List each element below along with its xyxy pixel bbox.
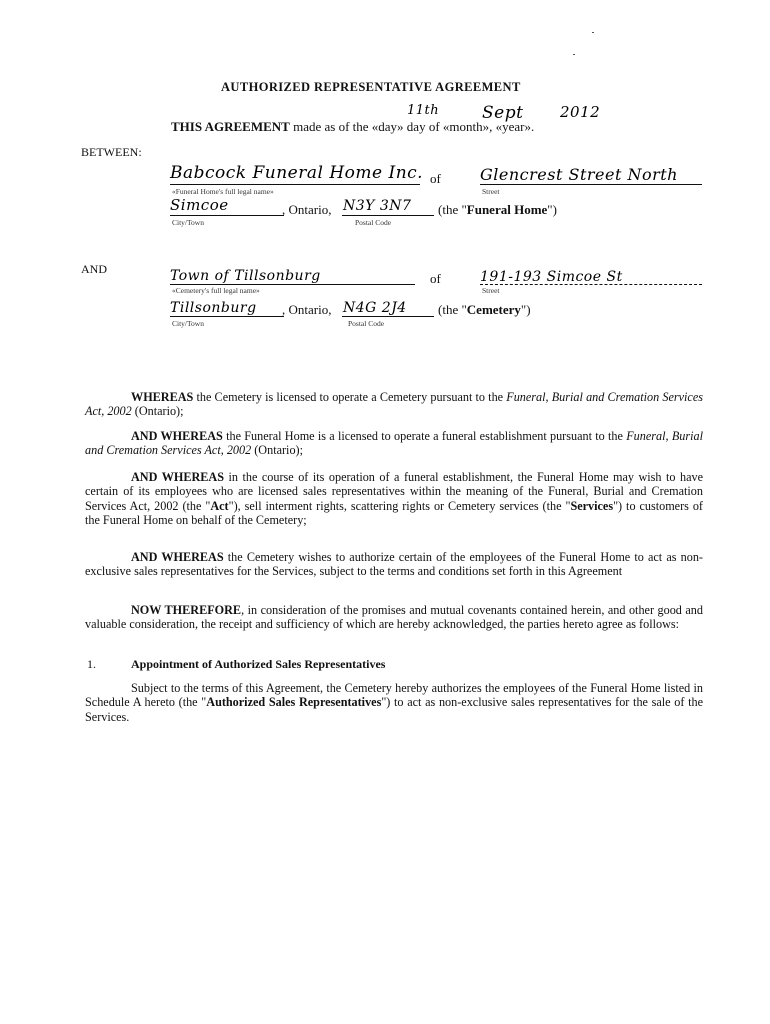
between-label: BETWEEN: bbox=[81, 145, 142, 159]
role-suffix: ") bbox=[547, 202, 557, 217]
cemetery-name-handwritten: Town of Tillsonburg bbox=[170, 268, 321, 284]
funeral-home-postal-label: Postal Code bbox=[355, 218, 392, 227]
cemetery-name-line bbox=[170, 284, 415, 285]
funeral-home-name-label: «Funeral Home's full legal name» bbox=[172, 187, 274, 196]
funeral-home-role bbox=[438, 202, 557, 218]
whereas-4-text: the Cemetery wishes to authorize certain of the employees of the Funeral Home to act as non-exclusive sales representatives for the Services, subject to the terms and conditions set forth in this Agreement bbox=[85, 550, 703, 579]
scan-speck bbox=[592, 32, 594, 33]
whereas-3-bold: AND WHEREAS bbox=[131, 470, 224, 484]
now-therefore-bold: NOW THEREFORE bbox=[131, 603, 242, 617]
cemetery-postal-handwritten: N4G 2J4 bbox=[343, 300, 407, 316]
whereas-3-text-2: "), sell interment rights, scattering rights or Cemetery services (the " bbox=[228, 498, 571, 513]
cemetery-postal-label: Postal Code bbox=[348, 319, 385, 328]
cemetery-postal-line bbox=[342, 316, 434, 317]
scan-speck bbox=[573, 54, 575, 55]
section-1-text-1: Subject to the terms of this Agreement, the Cemetery hereby authorizes the employees of the Funeral Home listed in Schedule A hereto (the " bbox=[85, 681, 703, 710]
section-1-defined-term: Authorized Sales Representatives bbox=[206, 695, 382, 710]
now-therefore-text: , in consideration of the promises and mutual covenants contained herein, and other good and valuable consideration, the receipt and sufficiency of which are hereby acknowledged, the parties hereto agree as follows: bbox=[85, 603, 703, 632]
whereas-3-act-term: Act bbox=[210, 498, 229, 513]
funeral-home-street-line bbox=[480, 184, 702, 185]
funeral-home-street-handwritten: Glencrest Street North bbox=[480, 165, 678, 184]
whereas-clause-4 bbox=[85, 550, 703, 579]
cemetery-of: of bbox=[430, 271, 441, 286]
whereas-3-text-1: in the course of its operation of a funeral establishment, the Funeral Home may wish to have certain of its employees who are licensed sales representatives within the meaning of the Funeral, Burial and Cremation Services Act, 2002 (the " bbox=[85, 470, 703, 513]
handwritten-day: 11th bbox=[407, 103, 440, 118]
funeral-home-city-handwritten: Simcoe bbox=[170, 196, 229, 214]
whereas-1-act-name: Funeral, Burial and Cremation Services Act, 2002 bbox=[85, 390, 703, 419]
whereas-2-text: the Funeral Home is a licensed to operate a funeral establishment pursuant to the bbox=[222, 429, 627, 443]
whereas-3-services-term: Services bbox=[570, 498, 614, 513]
cemetery-street-line bbox=[480, 284, 702, 285]
section-1-number: 1. bbox=[87, 657, 96, 671]
funeral-home-city-label: City/Town bbox=[172, 218, 204, 227]
whereas-clause-3 bbox=[85, 470, 703, 528]
role-name: Funeral Home bbox=[466, 202, 548, 217]
section-1-text-2: ") to act as non-exclusive sales representatives for the sale of the Services. bbox=[85, 695, 703, 724]
cemetery-name-label: «Cemetery's full legal name» bbox=[172, 286, 260, 295]
funeral-home-city-line bbox=[170, 215, 284, 216]
cemetery-city-line bbox=[170, 316, 284, 317]
cemetery-ontario: , Ontario, bbox=[282, 302, 332, 317]
whereas-clause-2 bbox=[85, 429, 703, 458]
whereas-2-end: (Ontario); bbox=[251, 443, 303, 458]
cemetery-street-handwritten: 191-193 Simcoe St bbox=[480, 269, 623, 285]
funeral-home-ontario: , Ontario, bbox=[282, 202, 332, 217]
role-prefix: (the " bbox=[438, 202, 467, 217]
whereas-2-bold: AND WHEREAS bbox=[131, 429, 223, 443]
cemetery-role bbox=[438, 302, 531, 318]
handwritten-month: Sept bbox=[482, 103, 524, 123]
document-title: AUTHORIZED REPRESENTATIVE AGREEMENT bbox=[221, 80, 521, 94]
whereas-2-act-name: Funeral, Burial and Cremation Services Act, 2002 bbox=[85, 429, 703, 458]
intro-bold: THIS AGREEMENT bbox=[171, 119, 290, 134]
and-label: AND bbox=[81, 262, 107, 276]
section-1-heading: Appointment of Authorized Sales Representatives bbox=[131, 657, 386, 671]
funeral-home-name-line bbox=[170, 184, 420, 185]
funeral-home-street-label: Street bbox=[482, 187, 500, 196]
whereas-1-end: (Ontario); bbox=[131, 404, 184, 419]
role-suffix: ") bbox=[520, 302, 531, 317]
cemetery-street-label: Street bbox=[482, 286, 500, 295]
intro-line bbox=[171, 119, 534, 135]
whereas-1-bold: WHEREAS bbox=[131, 390, 194, 404]
now-therefore-clause bbox=[85, 603, 703, 632]
whereas-4-bold: AND WHEREAS bbox=[131, 550, 224, 564]
intro-made-as-of: made as of the «day» day of «month», «year». bbox=[293, 119, 535, 134]
funeral-home-name-handwritten: Babcock Funeral Home Inc. bbox=[170, 163, 424, 183]
role-name: Cemetery bbox=[466, 302, 521, 317]
funeral-home-of: of bbox=[430, 171, 441, 186]
handwritten-year: 2012 bbox=[560, 103, 601, 121]
funeral-home-postal-line bbox=[342, 215, 434, 216]
section-1-body bbox=[85, 681, 703, 724]
whereas-1-text: the Cemetery is licensed to operate a Cemetery pursuant to the bbox=[193, 390, 507, 404]
whereas-clause-1 bbox=[85, 390, 703, 419]
cemetery-city-label: City/Town bbox=[172, 319, 204, 328]
cemetery-city-handwritten: Tillsonburg bbox=[170, 300, 257, 316]
whereas-3-text-3: ") to customers of the Funeral Home on behalf of the Cemetery; bbox=[85, 498, 703, 528]
role-prefix: (the " bbox=[438, 302, 467, 317]
funeral-home-postal-handwritten: N3Y 3N7 bbox=[343, 198, 412, 214]
